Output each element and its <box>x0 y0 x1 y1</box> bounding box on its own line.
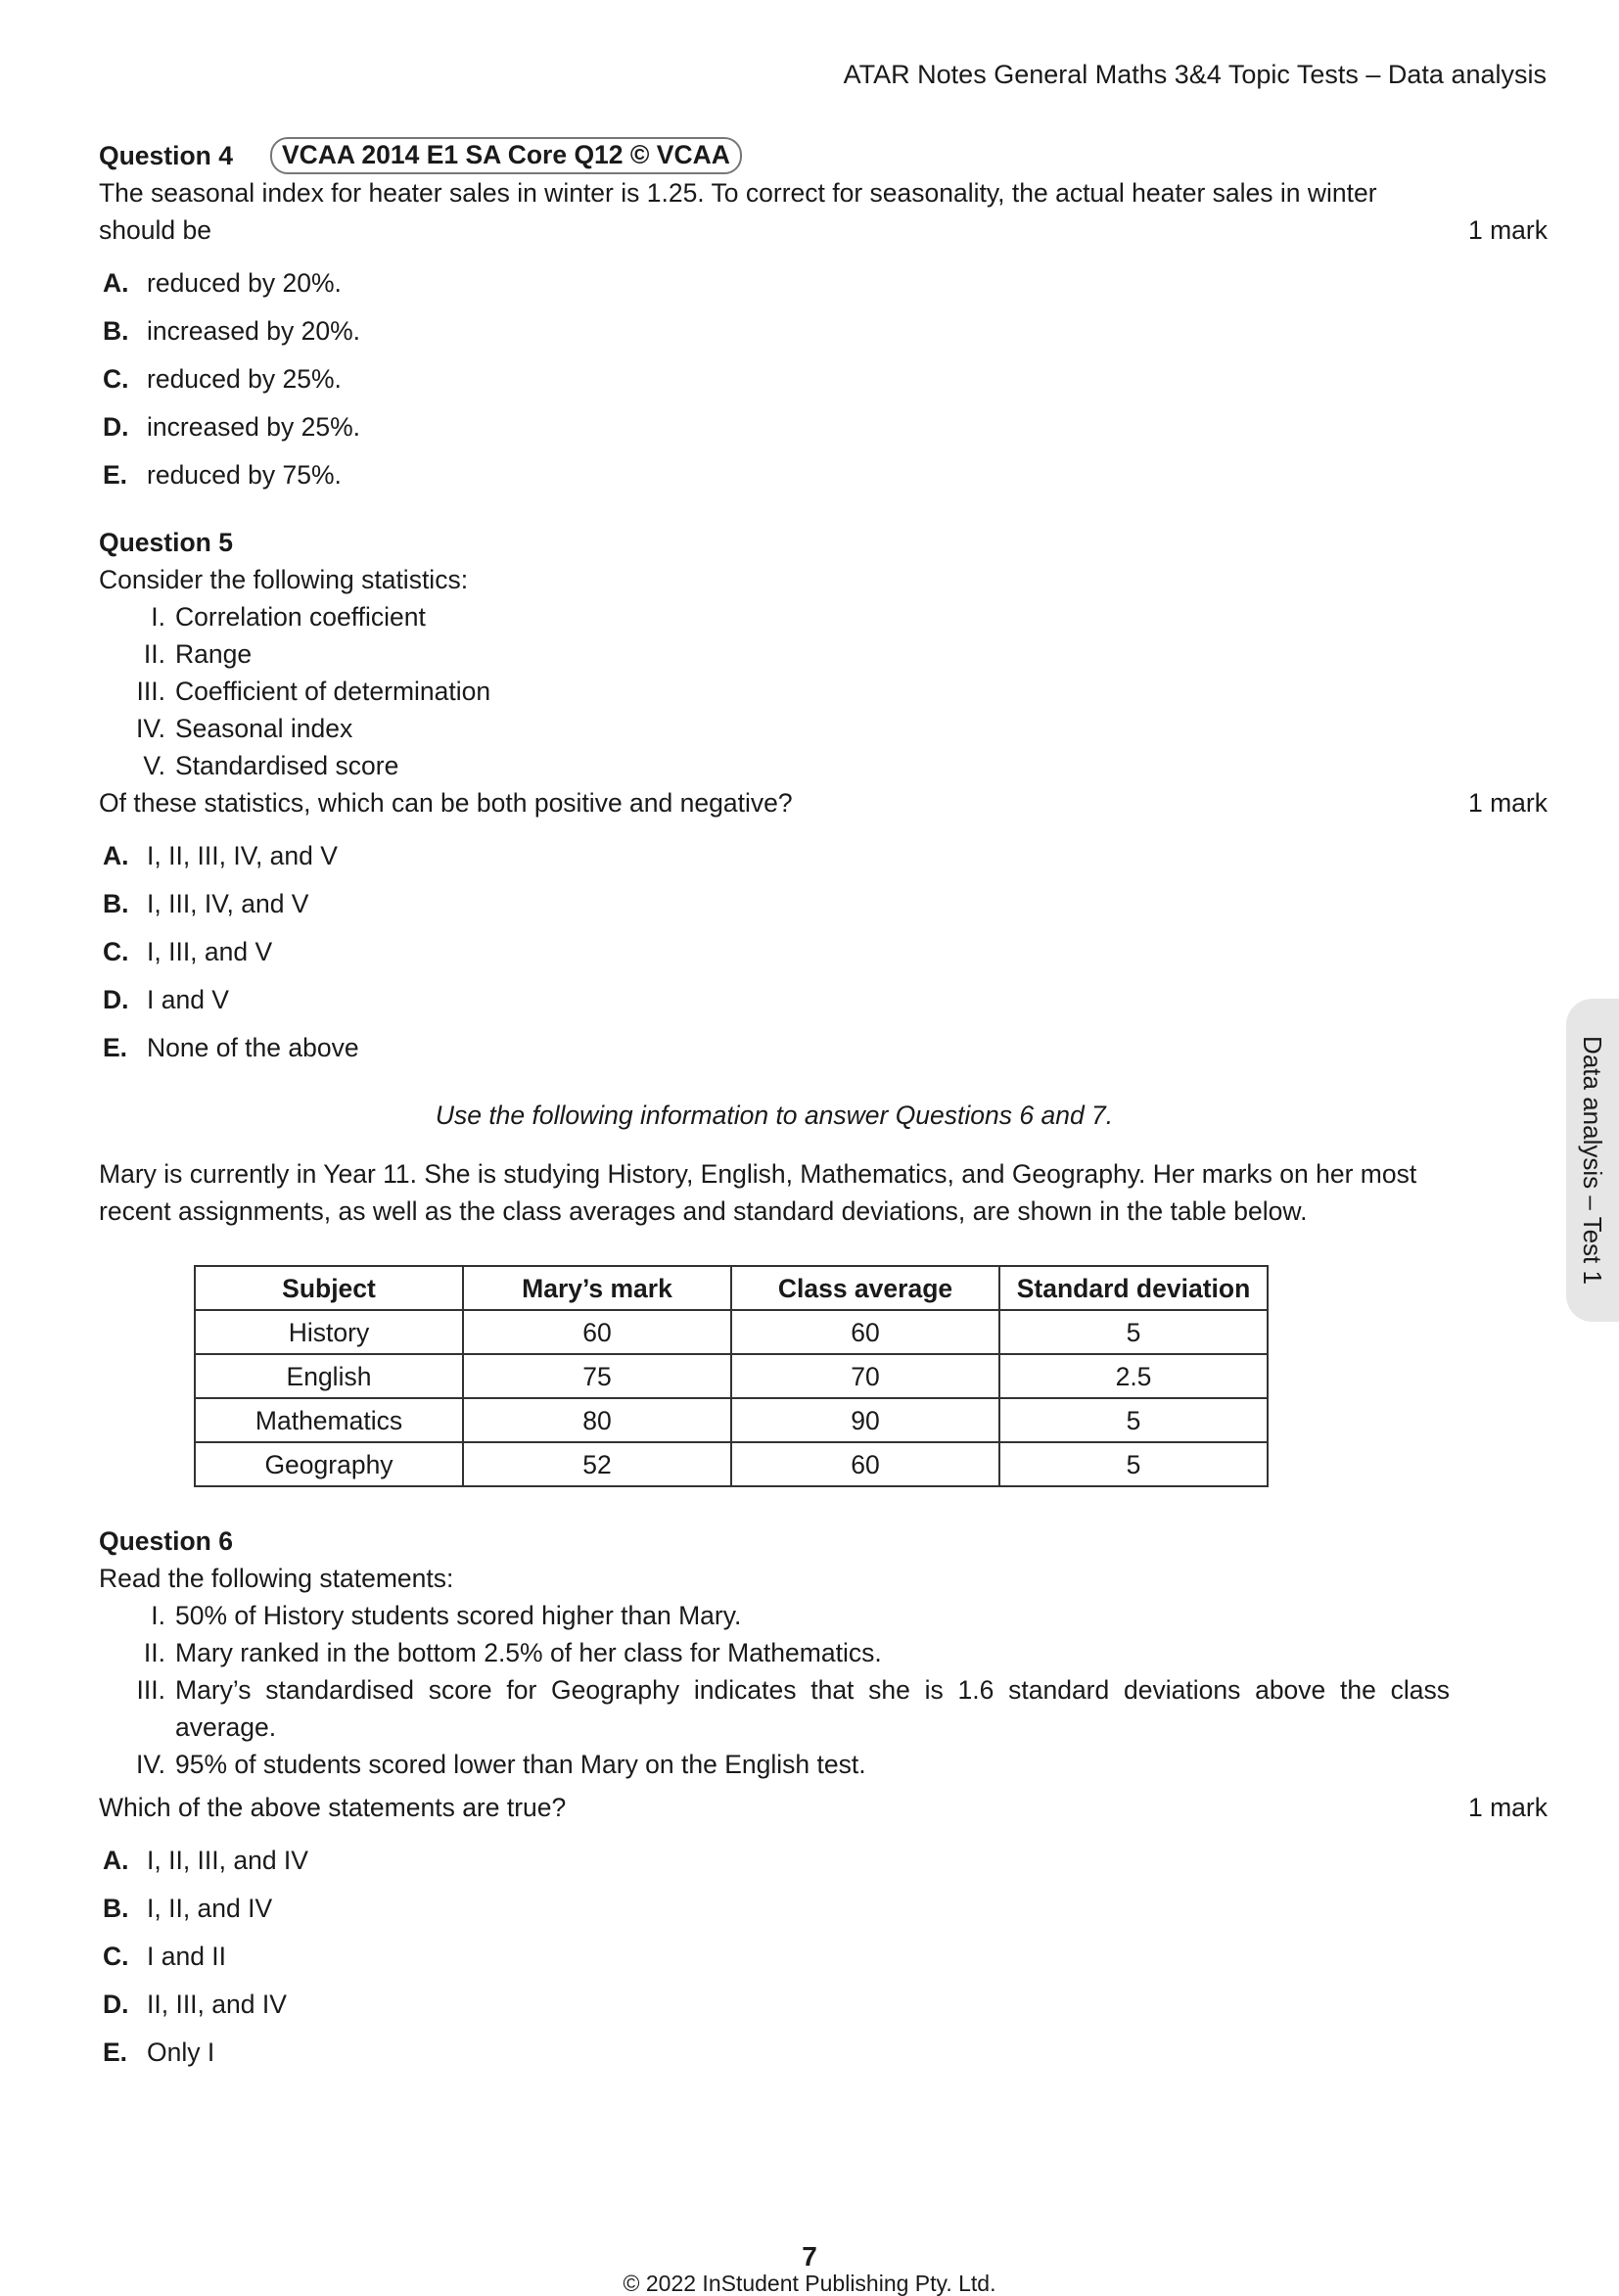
table-row <box>195 1442 1268 1486</box>
list-text: Range <box>175 639 253 669</box>
option-text: I, III, IV, and V <box>147 888 309 918</box>
statements-list <box>99 1597 1548 1783</box>
answer-option-e[interactable] <box>99 1023 1548 1071</box>
question-intro: Read the following statements: <box>99 1564 454 1593</box>
list-numeral: I. <box>151 1601 165 1630</box>
list-item <box>99 635 1548 673</box>
mark-allocation: 1 mark <box>1468 1793 1548 1822</box>
table-cell: 5 <box>999 1398 1268 1442</box>
list-numeral: V. <box>143 751 165 780</box>
option-letter: C. <box>103 363 129 394</box>
option-text: I, II, III, IV, and V <box>147 840 338 870</box>
list-text: Coefficient of determination <box>175 677 491 706</box>
option-text: I and V <box>147 984 229 1014</box>
table-cell: 90 <box>731 1398 999 1442</box>
column-header: Class average <box>731 1266 999 1310</box>
list-numeral: II. <box>143 639 165 669</box>
question-stem-line: The seasonal index for heater sales in winter is 1.25. To correct for seasonality, the actual heater sales in winter <box>99 178 1377 208</box>
answer-option-c[interactable] <box>99 1932 1548 1980</box>
option-letter: A. <box>103 267 129 298</box>
table-row <box>195 1398 1268 1442</box>
list-item <box>99 673 1548 710</box>
list-text: 95% of students scored lower than Mary on the English test. <box>175 1750 866 1779</box>
option-text: I and II <box>147 1941 227 1971</box>
option-text: I, II, III, and IV <box>147 1845 308 1875</box>
question-4 <box>99 137 1548 498</box>
answer-option-b[interactable] <box>99 1884 1548 1932</box>
list-item <box>99 1597 1548 1634</box>
page-number: 7 <box>802 2241 817 2272</box>
option-letter: C. <box>103 1941 129 1971</box>
answer-option-d[interactable] <box>99 1980 1548 2028</box>
list-item <box>99 598 1548 635</box>
list-text: Mary’s standardised score for Geography indicates that she is 1.6 standard deviations above the class average. <box>175 1675 1450 1742</box>
answer-option-d[interactable] <box>99 402 1548 450</box>
answer-option-a[interactable] <box>99 831 1548 879</box>
option-text: increased by 20%. <box>147 315 361 346</box>
option-letter: D. <box>103 411 129 442</box>
answer-option-e[interactable] <box>99 2028 1548 2076</box>
option-letter: D. <box>103 1989 129 2019</box>
answer-option-a[interactable] <box>99 1836 1548 1884</box>
question-heading <box>99 1523 1548 1560</box>
side-tab-label: Data analysis – Test 1 <box>1578 1036 1607 1285</box>
option-letter: E. <box>103 1032 128 1062</box>
question-stem-row <box>99 211 1548 249</box>
list-numeral: III. <box>136 677 165 706</box>
answer-options <box>99 258 1548 498</box>
table-cell: 2.5 <box>999 1354 1268 1398</box>
shared-info-paragraph: Mary is currently in Year 11. She is studying History, English, Mathematics, and Geography. Her marks on her most recent assignments, as well as the class averages and standard deviations, are shown in the table below. <box>99 1159 1417 1226</box>
table-cell: 75 <box>463 1354 731 1398</box>
option-text: increased by 25%. <box>147 411 361 442</box>
list-item <box>99 747 1548 784</box>
option-text: II, III, and IV <box>147 1989 287 2019</box>
question-stem-row <box>99 1789 1548 1826</box>
option-text: I, II, and IV <box>147 1893 273 1923</box>
mark-allocation: 1 mark <box>1468 215 1548 245</box>
section-side-tab <box>1566 999 1619 1322</box>
answer-option-d[interactable] <box>99 975 1548 1023</box>
table-cell: 60 <box>463 1310 731 1354</box>
table-cell: 80 <box>463 1398 731 1442</box>
list-numeral: IV. <box>136 714 165 743</box>
answer-option-c[interactable] <box>99 927 1548 975</box>
table-cell: History <box>195 1310 463 1354</box>
page-content <box>99 137 1548 2101</box>
question-text: Of these statistics, which can be both positive and negative? <box>99 788 793 818</box>
answer-options <box>99 831 1548 1071</box>
answer-option-e[interactable] <box>99 450 1548 498</box>
list-text: Correlation coefficient <box>175 602 426 632</box>
list-numeral: III. <box>136 1675 165 1705</box>
table-cell: 52 <box>463 1442 731 1486</box>
list-text: Mary ranked in the bottom 2.5% of her class for Mathematics. <box>175 1638 882 1667</box>
question-heading <box>99 137 1548 174</box>
table-cell: Mathematics <box>195 1398 463 1442</box>
option-text: Only I <box>147 2037 215 2067</box>
list-item <box>99 710 1548 747</box>
statistics-list <box>99 598 1548 784</box>
list-numeral: IV. <box>136 1750 165 1779</box>
option-letter: E. <box>103 2037 128 2067</box>
option-text: reduced by 25%. <box>147 363 342 394</box>
option-letter: B. <box>103 1893 129 1923</box>
option-letter: B. <box>103 315 129 346</box>
question-5-title: Question 5 <box>99 528 233 557</box>
list-numeral: II. <box>143 1638 165 1667</box>
question-intro: Consider the following statistics: <box>99 565 469 594</box>
option-letter: C. <box>103 936 129 966</box>
option-text: I, III, and V <box>147 936 273 966</box>
question-6 <box>99 1523 1548 2076</box>
running-header: ATAR Notes General Maths 3&4 Topic Tests – Data analysis <box>843 60 1547 89</box>
mark-allocation: 1 mark <box>1468 788 1548 818</box>
question-5 <box>99 524 1548 1071</box>
list-text: 50% of History students scored higher than Mary. <box>175 1601 742 1630</box>
option-text: None of the above <box>147 1032 359 1062</box>
marks-table <box>194 1265 1269 1487</box>
list-item <box>99 1634 1548 1671</box>
shared-info-note: Use the following information to answer Questions 6 and 7. <box>435 1101 1114 1130</box>
list-item <box>99 1746 1548 1783</box>
list-numeral: I. <box>151 602 165 632</box>
answer-option-b[interactable] <box>99 306 1548 354</box>
option-text: reduced by 20%. <box>147 267 342 298</box>
list-item <box>99 1671 1548 1746</box>
option-letter: B. <box>103 888 129 918</box>
column-header: Standard deviation <box>999 1266 1268 1310</box>
table-cell: Geography <box>195 1442 463 1486</box>
option-letter: D. <box>103 984 129 1014</box>
question-text: Which of the above statements are true? <box>99 1793 567 1822</box>
column-header: Mary’s mark <box>463 1266 731 1310</box>
list-text: Standardised score <box>175 751 399 780</box>
table-cell: 60 <box>731 1442 999 1486</box>
answer-option-c[interactable] <box>99 354 1548 402</box>
question-4-title: Question 4 <box>99 141 233 170</box>
table-cell: English <box>195 1354 463 1398</box>
option-letter: E. <box>103 459 128 490</box>
copyright-notice: © 2022 InStudent Publishing Pty. Ltd. <box>623 2271 996 2296</box>
question-stem-row <box>99 784 1548 821</box>
question-heading <box>99 524 1548 561</box>
option-letter: A. <box>103 840 129 870</box>
option-letter: A. <box>103 1845 129 1875</box>
table-cell: 5 <box>999 1442 1268 1486</box>
answer-option-b[interactable] <box>99 879 1548 927</box>
answer-option-a[interactable] <box>99 258 1548 306</box>
list-text: Seasonal index <box>175 714 353 743</box>
table-cell: 60 <box>731 1310 999 1354</box>
question-stem-line: should be <box>99 215 211 245</box>
answer-options <box>99 1836 1548 2076</box>
column-header: Subject <box>195 1266 463 1310</box>
table-cell: 5 <box>999 1310 1268 1354</box>
table-row <box>195 1310 1268 1354</box>
source-badge: VCAA 2014 E1 SA Core Q12 © VCAA <box>270 137 742 174</box>
table-row <box>195 1354 1268 1398</box>
table-cell: 70 <box>731 1354 999 1398</box>
option-text: reduced by 75%. <box>147 459 342 490</box>
question-6-title: Question 6 <box>99 1526 233 1556</box>
table-header-row <box>195 1266 1268 1310</box>
